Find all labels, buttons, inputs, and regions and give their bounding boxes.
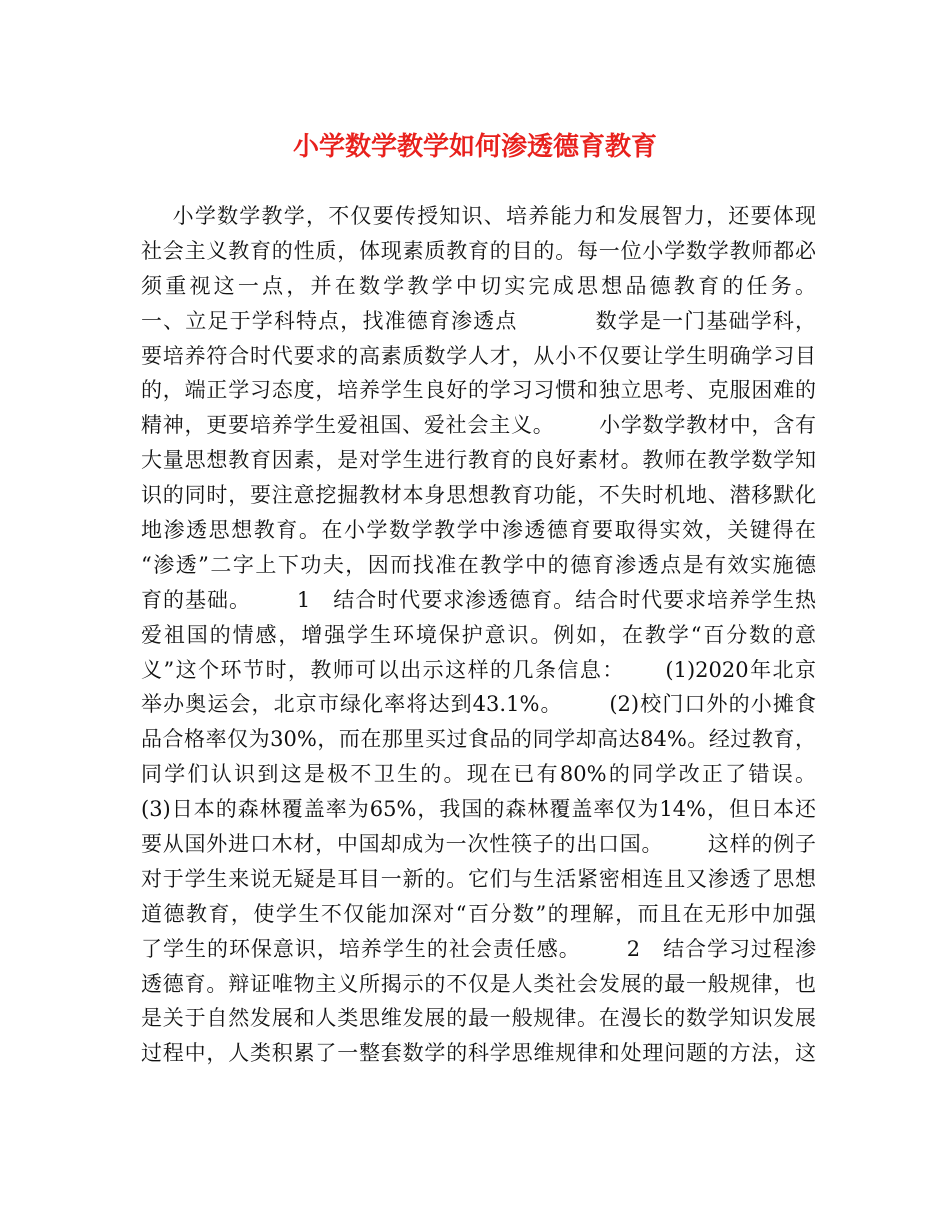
- text-line: 同学们认识到这是极不卫生的。现在已有80%的同学改正了错误。: [141, 762, 816, 787]
- text-line: 过程中，人类积累了一整套数学的科学思维规律和处理问题的方法，这: [141, 1041, 816, 1066]
- text-line: 要培养符合时代要求的高素质数学人才，从小不仅要让学生明确学习目: [141, 343, 816, 368]
- text-line: 须重视这一点，并在数学教学中切实完成思想品德教育的任务。: [141, 273, 816, 298]
- text-line: 地渗透思想教育。在小学数学教学中渗透德育要取得实效，关键得在: [141, 518, 816, 543]
- document-body: [141, 199, 816, 1071]
- text-line: 精神，更要培养学生爱祖国、爱社会主义。 小学数学教材中，含有: [141, 413, 816, 438]
- text-line: 品合格率仅为30%，而在那里买过食品的同学却高达84%。经过教育，: [141, 727, 816, 752]
- text-line: 要从国外进口木材，中国却成为一次性筷子的出口国。 这样的例子: [141, 832, 816, 857]
- text-line: 是关于自然发展和人类思维发展的最一般规律。在漫长的数学知识发展: [141, 1006, 816, 1031]
- text-line: 道德教育，使学生不仅能加深对“百分数”的理解，而且在无形中加强: [141, 901, 816, 926]
- text-line: “渗透”二字上下功夫，因而找准在教学中的德育渗透点是有效实施德: [141, 552, 816, 577]
- text-line: 义”这个环节时，教师可以出示这样的几条信息： (1)2020年北京: [141, 657, 816, 682]
- text-line: 爱祖国的情感，增强学生环境保护意识。例如，在教学“百分数的意: [141, 622, 816, 647]
- text-line: 透德育。辩证唯物主义所揭示的不仅是人类社会发展的最一般规律，也: [141, 971, 816, 996]
- text-line: 识的同时，要注意挖掘教材本身思想教育功能，不失时机地、潜移默化: [141, 483, 816, 508]
- text-line: 举办奥运会，北京市绿化率将达到43.1%。 (2)校门口外的小摊食: [141, 692, 816, 717]
- text-line: 育的基础。 1 结合时代要求渗透德育。结合时代要求培养学生热: [141, 587, 816, 612]
- text-line: (3)日本的森林覆盖率为65%，我国的森林覆盖率仅为14%，但日本还: [141, 797, 816, 822]
- document-title: 小学数学教学如何渗透德育教育: [292, 132, 657, 162]
- text-line: 大量思想教育因素，是对学生进行教育的良好素材。教师在教学数学知: [141, 448, 816, 473]
- text-line: 一、立足于学科特点，找准德育渗透点 数学是一门基础学科，: [141, 308, 816, 333]
- text-line: 对于学生来说无疑是耳目一新的。它们与生活紧密相连且又渗透了思想: [141, 866, 816, 891]
- text-line: 社会主义教育的性质，体现素质教育的目的。每一位小学数学教师都必: [141, 238, 816, 263]
- text-line: 小学数学教学，不仅要传授知识、培养能力和发展智力，还要体现: [141, 204, 816, 228]
- text-line: 了学生的环保意识，培养学生的社会责任感。 2 结合学习过程渗: [141, 936, 816, 961]
- text-line: 的，端正学习态度，培养学生良好的学习习惯和独立思考、克服困难的: [141, 378, 816, 403]
